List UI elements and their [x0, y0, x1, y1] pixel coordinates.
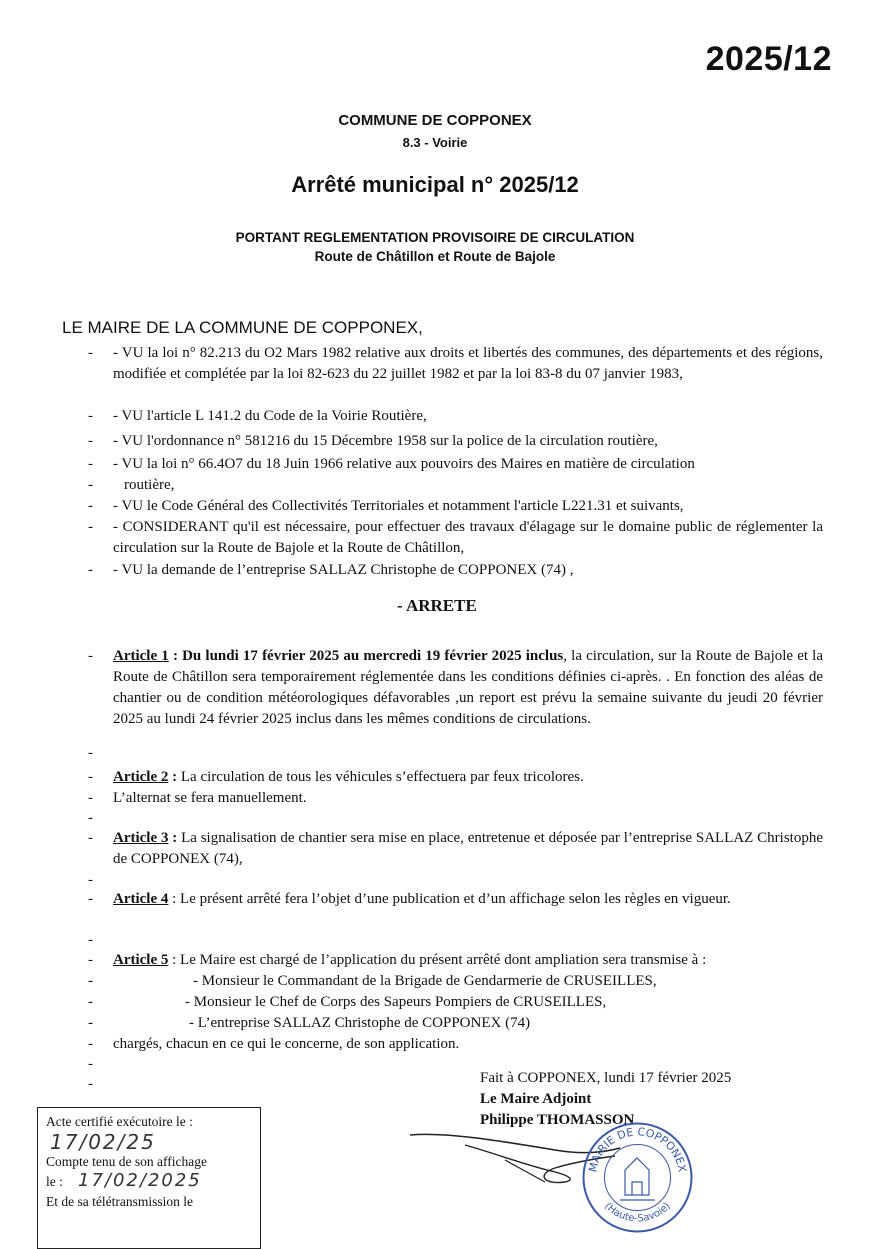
list-dash: - [88, 1036, 93, 1052]
article-2-colon: : [168, 769, 178, 785]
list-dash: - [88, 498, 93, 514]
article-3-label: Article 3 [113, 830, 169, 846]
list-dash: - [88, 891, 93, 907]
list-dash: - [88, 790, 93, 806]
list-dash: - [88, 477, 93, 493]
article-3-text: La signalisation de chantier sera mise en place, entretenue et déposée par l’entreprise SALLAZ Christophe de COPPONEX (74), [113, 830, 823, 867]
vu-loi-66-407: - VU la loi n° 66.4O7 du 18 Juin 1966 relative aux pouvoirs des Maires en matière de circulation [113, 456, 695, 472]
recipient-pompiers: - Monsieur le Chef de Corps des Sapeurs Pompiers de CRUSEILLES, [185, 994, 607, 1010]
list-dash: - [88, 745, 93, 761]
list-dash: - [88, 648, 93, 664]
list-dash: - [88, 994, 93, 1010]
article-5-text: : Le Maire est chargé de l’application du présent arrêté dont ampliation sera transmise à : [168, 952, 707, 968]
cert-affichage-label: Compte tenu de son affichage [46, 1154, 207, 1169]
vu-demande-entreprise: - VU la demande de l’entreprise SALLAZ Christophe de COPPONEX (74) , [113, 562, 574, 578]
closing-statement: chargés, chacun en ce qui le concerne, de son application. [113, 1036, 460, 1052]
article-5 [113, 950, 706, 971]
recipient-gendarmerie: - Monsieur le Commandant de la Brigade de Gendarmerie de CRUSEILLES, [193, 973, 657, 989]
list-dash: - [88, 810, 93, 826]
article-2-alternat: L’alternat se fera manuellement. [113, 790, 307, 806]
list-dash: - [88, 519, 93, 535]
vu-loi-82-213: - VU la loi n° 82.213 du O2 Mars 1982 relative aux droits et libertés des communes, des départements et des régions, modifiée et complétée par la loi 82-623 du 22 juillet 1982 et par la loi 83-8 du 07 janvier 1983, [113, 345, 823, 382]
arrete-heading: - ARRETE [397, 596, 477, 615]
signatory-name: Philippe THOMASSON [480, 1112, 635, 1128]
cert-teletransmission-label: Et de sa télétransmission le [46, 1194, 193, 1209]
stamp-top-text: MAIRIE DE COPPONEX [586, 1125, 689, 1174]
list-dash: - [88, 952, 93, 968]
list-dash: - [88, 932, 93, 948]
article-5-label: Article 5 [113, 952, 169, 968]
subtitle-roads: Route de Châtillon et Route de Bajole [314, 249, 556, 264]
list-dash: - [88, 408, 93, 424]
vu-ordonnance: - VU l'ordonnance n° 581216 du 15 Décembre 1958 sur la police de la circulation routière, [113, 433, 658, 449]
considerant: - CONSIDERANT qu'il est nécessaire, pour effectuer des travaux d'élagage sur le domaine public de réglementer la circulation sur la Route de Bajole et la Route de Châtillon, [113, 519, 823, 556]
subtitle-regulation: PORTANT REGLEMENTATION PROVISOIRE DE CIRCULATION [235, 230, 635, 245]
list-dash: - [88, 456, 93, 472]
cert-le-label: le : [46, 1174, 63, 1189]
recipient-entreprise: - L’entreprise SALLAZ Christophe de COPPONEX (74) [189, 1015, 531, 1031]
document-reference-number: 2025/12 [705, 40, 832, 78]
article-1 [113, 646, 823, 730]
list-dash: - [88, 562, 93, 578]
certification-box [37, 1107, 261, 1249]
place-and-date: Fait à COPPONEX, lundi 17 février 2025 [480, 1070, 732, 1086]
list-dash: - [88, 1076, 93, 1092]
article-4-label: Article 4 [113, 891, 169, 907]
list-dash: - [88, 1056, 93, 1072]
page-title: Arrêté municipal n° 2025/12 [291, 172, 579, 197]
list-dash: - [88, 1015, 93, 1031]
document-category: 8.3 - Voirie [402, 135, 468, 150]
list-dash: - [88, 345, 93, 361]
preamble-heading: LE MAIRE DE LA COMMUNE DE COPPONEX, [62, 318, 423, 337]
article-3 [113, 828, 823, 870]
article-2 [113, 767, 584, 788]
list-dash: - [88, 872, 93, 888]
stamp-bottom-text: (Haute-Savoie) [602, 1200, 673, 1225]
vu-cgct: - VU le Code Général des Collectivités Territoriales et notamment l'article L221.31 et suivants, [113, 498, 684, 514]
article-4 [113, 889, 823, 910]
vu-loi-66-407-continued: routière, [124, 477, 175, 493]
mairie-stamp [580, 1120, 695, 1235]
vu-article-l141: - VU l'article L 141.2 du Code de la Voirie Routière, [113, 408, 427, 424]
commune-name: COMMUNE DE COPPONEX [338, 112, 532, 129]
article-1-dates: : Du lundi 17 février 2025 au mercredi 19 février 2025 inclus [168, 648, 564, 664]
list-dash: - [88, 433, 93, 449]
cert-executoire-label: Acte certifié exécutoire le : [46, 1114, 193, 1129]
article-3-colon: : [168, 830, 178, 846]
article-1-label: Article 1 [113, 648, 169, 664]
list-dash: - [88, 973, 93, 989]
article-4-text: : Le présent arrêté fera l’objet d’une publication et d’un affichage selon les règles en vigueur. [172, 891, 731, 907]
article-2-label: Article 2 [113, 769, 169, 785]
list-dash: - [88, 769, 93, 785]
cert-handwritten-date-2: 17/02/2025 [78, 1170, 202, 1191]
article-2-text: La circulation de tous les véhicules s’effectuera par feux tricolores. [177, 769, 584, 785]
signatory-role: Le Maire Adjoint [480, 1091, 592, 1107]
cert-handwritten-date-1: 17/02/25 [50, 1130, 156, 1154]
article-1-text: , la circulation, sur la Route de Bajole et la Route de Châtillon sera temporairement réglementée dans les conditions définies ci-après. . En fonction des aléas de chantier ou de condition météorologiques défavorables ,un report est prévu la semaine suivante du jeudi 20 février 2025 au lundi 24 février 2025 inclus dans les mêmes conditions de circulations. [113, 648, 824, 727]
list-dash: - [88, 830, 93, 846]
